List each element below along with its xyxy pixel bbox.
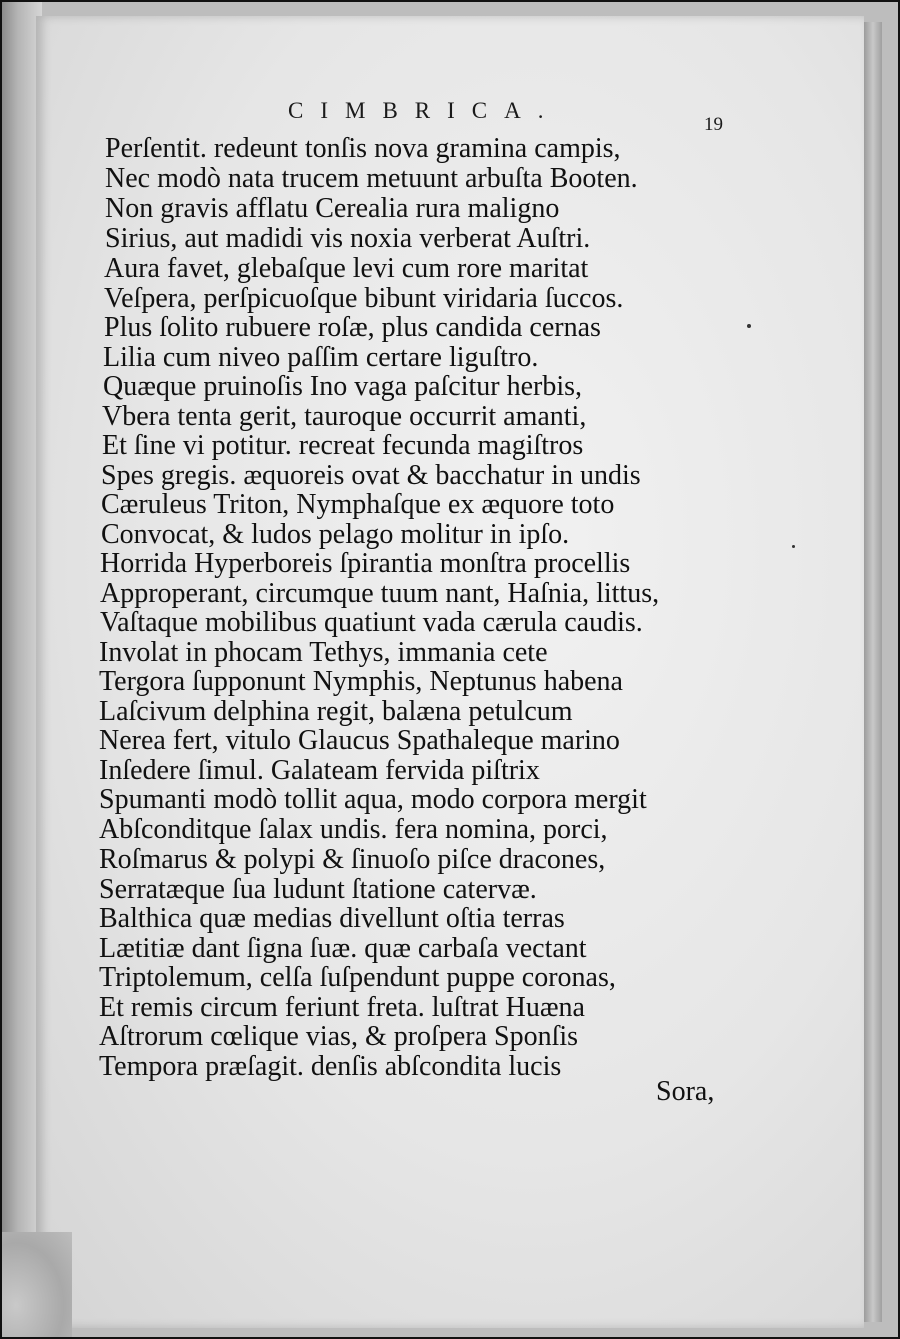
verse-block xyxy=(99,133,739,1082)
ink-speck xyxy=(792,545,795,548)
verse-line: Nec modò nata trucem metuunt arbuſta Booten. xyxy=(105,163,638,194)
verse-line: Roſmarus & polypi & ſinuoſo piſce dracones, xyxy=(99,844,606,875)
catchword: Sora, xyxy=(656,1076,715,1107)
verse-line: Non gravis afflatu Cerealia rura maligno xyxy=(105,193,560,224)
verse-line: Vbera tenta gerit, tauroque occurrit amanti, xyxy=(102,401,587,432)
ink-speck xyxy=(747,324,751,328)
verse-line: Et remis circum feriunt freta. luſtrat Huæna xyxy=(99,992,585,1023)
verse-line: Tergora ſupponunt Nymphis, Neptunus habena xyxy=(99,666,623,697)
verse-line: Balthica quæ medias divellunt oſtia terras xyxy=(99,903,565,934)
verse-line: Lilia cum niveo paſſim certare liguſtro. xyxy=(103,342,539,373)
verse-line: Cæruleus Triton, Nymphaſque ex æquore toto xyxy=(101,489,615,520)
verse-line: Lætitiæ dant ſigna ſuæ. quæ carbaſa vectant xyxy=(99,933,587,964)
verse-line: Laſcivum delphina regit, balæna petulcum xyxy=(99,696,573,727)
verse-line: Spumanti modò tollit aqua, modo corpora mergit xyxy=(99,784,647,815)
verse-line: Horrida Hyperboreis ſpirantia monſtra procellis xyxy=(100,548,631,579)
verse-line: Triptolemum, celſa ſuſpendunt puppe coronas, xyxy=(99,962,616,993)
verse-line: Spes gregis. æquoreis ovat & bacchatur in undis xyxy=(101,460,641,491)
torn-corner xyxy=(2,1232,72,1337)
verse-line: Inſedere ſimul. Galateam fervida piſtrix xyxy=(99,755,540,786)
verse-line: Quæque pruinoſis Ino vaga paſcitur herbis, xyxy=(103,371,583,402)
verse-line: Plus ſolito rubuere roſæ, plus candida cernas xyxy=(104,312,601,343)
running-head: CIMBRICA. xyxy=(288,98,561,123)
verse-line: Aſtrorum cœlique vias, & proſpera Sponſis xyxy=(99,1021,579,1052)
verse-line: Aura favet, glebaſque levi cum rore maritat xyxy=(104,253,589,284)
verse-line: Abſconditque ſalax undis. fera nomina, porci, xyxy=(99,814,608,845)
verse-line: Convocat, & ludos pelago molitur in ipſo. xyxy=(101,519,570,550)
verse-line: Serratæque ſua ludunt ſtatione catervæ. xyxy=(99,874,537,905)
verse-line: Involat in phocam Tethys, immania cete xyxy=(99,637,548,668)
verse-line: Nerea fert, vitulo Glaucus Spathaleque marino xyxy=(99,725,620,756)
page-number: 19 xyxy=(704,114,723,135)
verse-line: Vaſtaque mobilibus quatiunt vada cærula caudis. xyxy=(100,607,643,638)
page-edge xyxy=(864,22,882,1322)
verse-line: Sirius, aut madidi vis noxia verberat Auſtri. xyxy=(105,223,591,254)
verse-line: Et ſine vi potitur. recreat fecunda magiſtros xyxy=(102,430,584,461)
verse-line: Perſentit. redeunt tonſis nova gramina campis, xyxy=(105,133,621,164)
verse-line: Approperant, circumque tuum nant, Haſnia, littus, xyxy=(100,578,660,609)
verse-line: Veſpera, perſpicuoſque bibunt viridaria ſuccos. xyxy=(104,283,624,314)
verse-line: Tempora præſagit. denſis abſcondita lucis xyxy=(99,1051,562,1082)
